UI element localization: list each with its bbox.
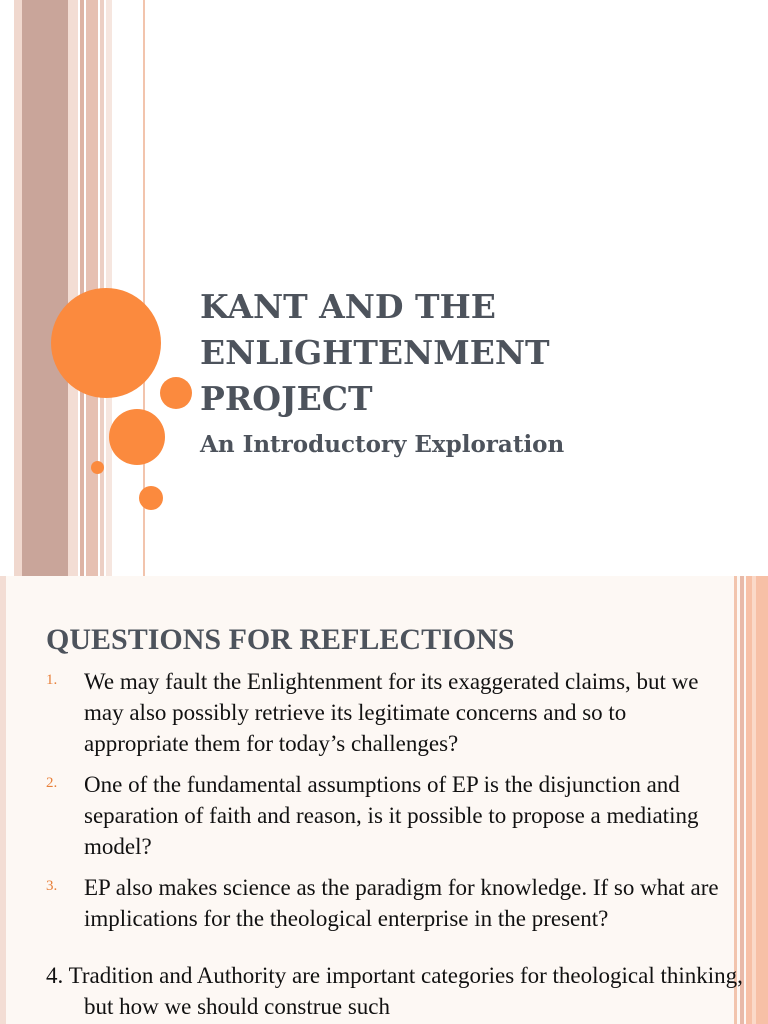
decor-stripe — [746, 576, 768, 1024]
list-item-text: EP also makes science as the paradigm for knowledge. If so what are implications for the theological enterprise in the present? — [84, 875, 719, 931]
list-item — [46, 666, 726, 759]
decor-circle-small — [139, 486, 163, 510]
decor-stripe — [740, 576, 744, 1024]
slide-subtitle: An Introductory Exploration — [200, 431, 565, 458]
decor-stripe — [68, 0, 78, 576]
list-item-number: 1. — [46, 672, 58, 688]
slide-title-line: ENLIGHTENMENT — [200, 333, 550, 372]
slide-title-line: KANT AND THE — [200, 287, 496, 326]
decor-circle-large — [51, 288, 161, 398]
decor-stripe — [734, 576, 737, 1024]
list-item — [46, 872, 726, 934]
decor-circle-tiny — [91, 461, 104, 474]
question-list — [46, 666, 726, 944]
list-item-number: 3. — [46, 878, 58, 894]
questions-slide — [0, 576, 768, 1024]
decor-circle-medium — [109, 409, 165, 465]
decor-stripe — [80, 0, 84, 576]
decor-circle-small — [160, 377, 192, 409]
slide-title — [200, 284, 740, 422]
decor-stripe — [22, 0, 68, 576]
decor-stripe — [752, 576, 756, 1024]
list-item-number: 2. — [46, 775, 58, 791]
decor-stripe — [14, 0, 22, 576]
question-four-text: 4. Tradition and Authority are important categories for theological thinking, but how we should construe such — [46, 963, 743, 1019]
list-item — [46, 769, 726, 862]
list-item-text: We may fault the Enlightenment for its exaggerated claims, but we may also possibly retrieve its legitimate concerns and so to appropriate them for today’s challenges? — [84, 669, 699, 756]
decor-stripe — [0, 576, 6, 1024]
slide-title-line: PROJECT — [200, 379, 373, 418]
list-item-text: One of the fundamental assumptions of EP is the disjunction and separation of faith and reason, is it possible to propose a mediating model? — [84, 772, 699, 859]
slide-heading: QUESTIONS FOR REFLECTIONS — [46, 623, 515, 656]
